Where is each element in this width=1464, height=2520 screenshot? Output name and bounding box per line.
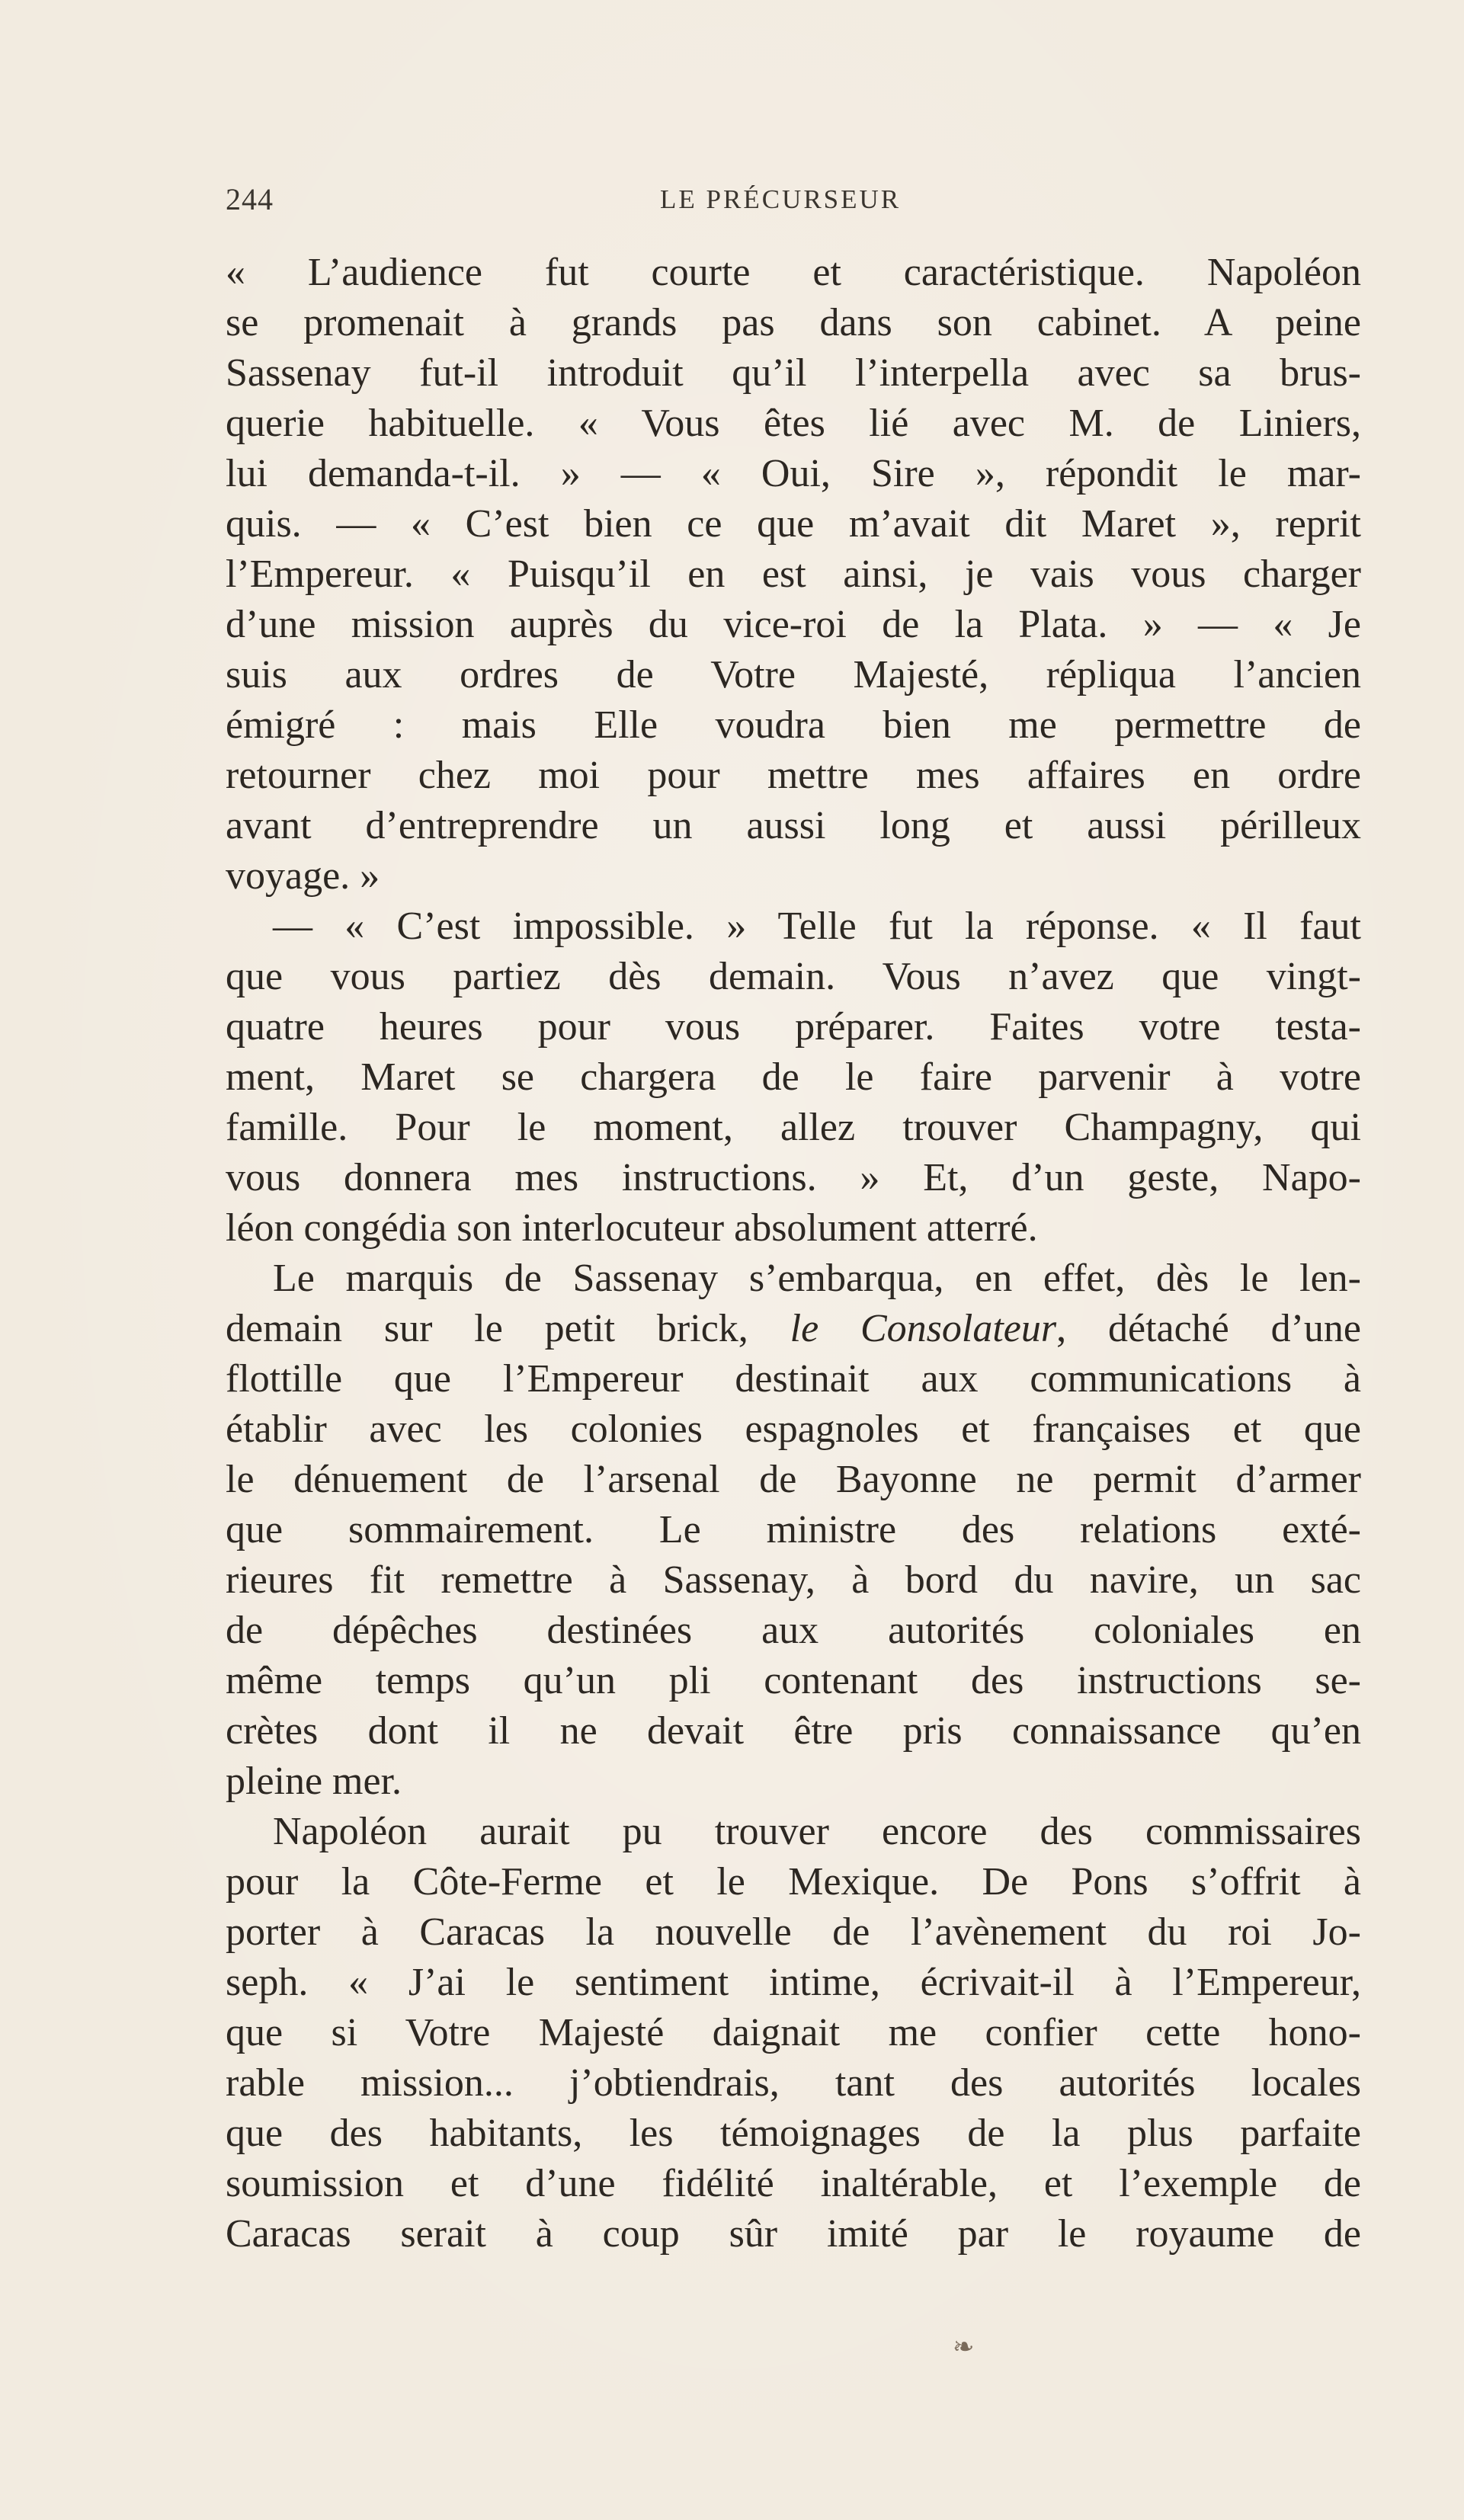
text-line: porter à Caracas la nouvelle de l’avènement du roi Jo- bbox=[226, 1910, 1361, 1954]
page-header bbox=[226, 181, 1369, 227]
text-line: que sommairement. Le ministre des relations exté- bbox=[226, 1508, 1361, 1551]
text-line: pour la Côte-Ferme et le Mexique. De Pons s’offrit à bbox=[226, 1860, 1361, 1904]
text-line: crètes dont il ne devait être pris connaissance qu’en bbox=[226, 1709, 1361, 1753]
text-line: famille. Pour le moment, allez trouver Champagny, qui bbox=[226, 1106, 1361, 1149]
running-title: LE PRÉCURSEUR bbox=[660, 184, 902, 214]
text-line: léon congédia son interlocuteur absolument atterré. bbox=[226, 1206, 1038, 1250]
text-line: suis aux ordres de Votre Majesté, répliqua l’ancien bbox=[226, 653, 1361, 696]
text-line: — « C’est impossible. » Telle fut la réponse. « Il faut bbox=[273, 905, 1361, 948]
text-line: établir avec les colonies espagnoles et françaises et que bbox=[226, 1407, 1361, 1451]
text-line: « L’audience fut courte et caractéristique. Napoléon bbox=[226, 251, 1361, 294]
ornament-icon: ❧ bbox=[953, 2333, 975, 2361]
text-line: vous donnera mes instructions. » Et, d’un geste, Napo- bbox=[226, 1156, 1361, 1199]
text-line: Caracas serait à coup sûr imité par le royaume de bbox=[226, 2212, 1361, 2256]
text-line: que des habitants, les témoignages de la plus parfaite bbox=[226, 2112, 1361, 2155]
page-number: 244 bbox=[226, 182, 274, 216]
text-line: retourner chez moi pour mettre mes affaires en ordre bbox=[226, 754, 1361, 797]
text-line: quatre heures pour vous préparer. Faites votre testa- bbox=[226, 1005, 1361, 1049]
text-line: l’Empereur. « Puisqu’il en est ainsi, je vais vous charger bbox=[226, 552, 1361, 596]
text-line: flottille que l’Empereur destinait aux communications à bbox=[226, 1357, 1361, 1401]
text-line: pleine mer. bbox=[226, 1760, 402, 1803]
text-line: rieures fit remettre à Sassenay, à bord du navire, un sac bbox=[226, 1558, 1361, 1602]
ship-name: le Consolateur bbox=[790, 1307, 1057, 1350]
text-line: soumission et d’une fidélité inaltérable, et l’exemple de bbox=[226, 2162, 1361, 2205]
text-line: Sassenay fut-il introduit qu’il l’interpella avec sa brus- bbox=[226, 351, 1361, 395]
text-line: d’une mission auprès du vice-roi de la Plata. » — « Je bbox=[226, 603, 1361, 646]
text-line: seph. « J’ai le sentiment intime, écrivait-il à l’Empereur, bbox=[226, 1961, 1361, 2004]
text-line: se promenait à grands pas dans son cabinet. A peine bbox=[226, 301, 1361, 344]
text-line: ment, Maret se chargera de le faire parvenir à votre bbox=[226, 1055, 1361, 1099]
text-line: demain sur le petit brick, le Consolateur, détaché d’une bbox=[226, 1307, 1361, 1350]
text-line: émigré : mais Elle voudra bien me permettre de bbox=[226, 703, 1361, 747]
text-line: de dépêches destinées aux autorités coloniales en bbox=[226, 1609, 1361, 1652]
text-line: Le marquis de Sassenay s’embarqua, en effet, dès le len- bbox=[273, 1257, 1361, 1300]
text-line: même temps qu’un pli contenant des instructions se- bbox=[226, 1659, 1361, 1702]
text-line: Napoléon aurait pu trouver encore des commissaires bbox=[273, 1810, 1361, 1853]
text-line: avant d’entreprendre un aussi long et aussi périlleux bbox=[226, 804, 1361, 847]
text-line: querie habituelle. « Vous êtes lié avec M. de Liniers, bbox=[226, 402, 1361, 445]
text-line: que si Votre Majesté daignait me confier cette hono- bbox=[226, 2011, 1361, 2054]
text-line: voyage. » bbox=[226, 854, 380, 898]
text-line: rable mission... j’obtiendrais, tant des autorités locales bbox=[226, 2061, 1361, 2105]
text-line: que vous partiez dès demain. Vous n’avez que vingt- bbox=[226, 955, 1361, 998]
text-line: quis. — « C’est bien ce que m’avait dit Maret », reprit bbox=[226, 502, 1361, 546]
text-line: le dénuement de l’arsenal de Bayonne ne permit d’armer bbox=[226, 1458, 1361, 1501]
text-line: lui demanda-t-il. » — « Oui, Sire », répondit le mar- bbox=[226, 452, 1361, 495]
